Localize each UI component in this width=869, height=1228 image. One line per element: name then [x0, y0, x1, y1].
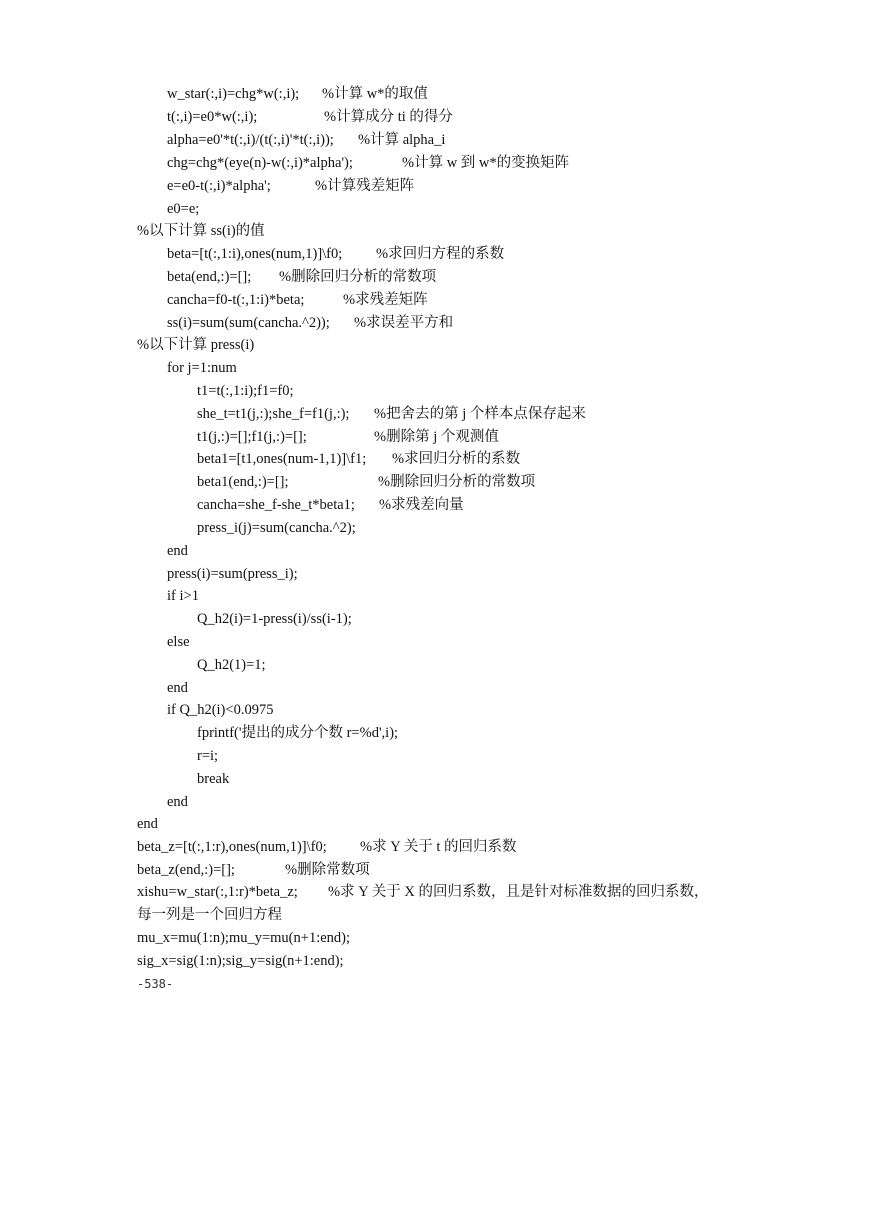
code-text: ss(i)=sum(sum(cancha.^2)); [167, 315, 330, 331]
code-comment: %把舍去的第 j 个样本点保存起来 [374, 406, 586, 422]
code-comment: %求误差平方和 [354, 315, 454, 331]
page-number: -538- [137, 977, 174, 991]
code-comment: %求 Y 关于 t 的回归系数 [360, 839, 517, 855]
code-text: end [167, 543, 188, 559]
code-text: t1(j,:)=[];f1(j,:)=[]; [197, 429, 307, 445]
code-text: e=e0-t(:,i)*alpha'; [167, 178, 271, 194]
code-comment: 每一列是一个回归方程 [137, 907, 282, 923]
code-text: cancha=f0-t(:,1:i)*beta; [167, 292, 305, 308]
code-comment: %删除第 j 个观测值 [374, 429, 499, 445]
code-comment: %求 Y 关于 X 的回归系数，且是针对标准数据的回归系数， [328, 884, 709, 900]
code-text: beta1(end,:)=[]; [197, 474, 289, 490]
code-text: alpha=e0'*t(:,i)/(t(:,i)'*t(:,i)); [167, 132, 334, 148]
code-text: beta_z=[t(:,1:r),ones(num,1)]\f0; [137, 839, 327, 855]
code-text: she_t=t1(j,:);she_f=f1(j,:); [197, 406, 350, 422]
code-text: press(i)=sum(press_i); [167, 566, 298, 582]
code-text: press_i(j)=sum(cancha.^2); [197, 520, 356, 536]
code-text: for j=1:num [167, 360, 237, 376]
code-text: end [167, 794, 188, 810]
code-text: mu_x=mu(1:n);mu_y=mu(n+1:end); [137, 930, 351, 946]
code-comment: %求回归分析的系数 [392, 451, 521, 467]
code-text: if i>1 [167, 588, 199, 604]
code-comment: %以下计算 ss(i)的值 [137, 223, 265, 239]
code-text: xishu=w_star(:,1:r)*beta_z; [137, 884, 298, 900]
code-text: chg=chg*(eye(n)-w(:,i)*alpha'); [167, 155, 353, 171]
code-comment: %删除回归分析的常数项 [279, 269, 437, 285]
code-text: beta(end,:)=[]; [167, 269, 252, 285]
code-text: Q_h2(i)=1-press(i)/ss(i-1); [197, 611, 352, 627]
code-comment: %删除常数项 [285, 862, 370, 878]
code-comment: %计算 w*的取值 [322, 86, 428, 102]
code-text: sig_x=sig(1:n);sig_y=sig(n+1:end); [137, 953, 344, 969]
code-text: end [167, 680, 188, 696]
code-comment: %计算 w 到 w*的变换矩阵 [402, 155, 570, 171]
code-comment: %计算残差矩阵 [315, 178, 415, 194]
code-comment: %求回归方程的系数 [376, 246, 505, 262]
code-text: else [167, 634, 190, 650]
code-text: beta=[t(:,1:i),ones(num,1)]\f0; [167, 246, 343, 262]
code-text: r=i; [197, 748, 219, 764]
code-text: beta1=[t1,ones(num-1,1)]\f1; [197, 451, 367, 467]
code-text: cancha=she_f-she_t*beta1; [197, 497, 355, 513]
code-text: Q_h2(1)=1; [197, 657, 266, 673]
code-comment: %删除回归分析的常数项 [378, 474, 536, 490]
code-text: w_star(:,i)=chg*w(:,i); [167, 86, 300, 102]
code-comment: %以下计算 press(i) [137, 337, 255, 353]
code-comment: %计算成分 ti 的得分 [324, 109, 453, 125]
code-text: t(:,i)=e0*w(:,i); [167, 109, 258, 125]
code-comment: %计算 alpha_i [358, 132, 446, 148]
code-text: break [197, 771, 230, 787]
code-text: end [137, 816, 158, 832]
code-text: fprintf('提出的成分个数 r=%d',i); [197, 725, 399, 741]
code-text: t1=t(:,1:i);f1=f0; [197, 383, 294, 399]
code-text: if Q_h2(i)<0.0975 [167, 702, 274, 718]
code-comment: %求残差向量 [379, 497, 464, 513]
code-comment: %求残差矩阵 [343, 292, 428, 308]
code-text: e0=e; [167, 201, 200, 217]
code-text: beta_z(end,:)=[]; [137, 862, 235, 878]
